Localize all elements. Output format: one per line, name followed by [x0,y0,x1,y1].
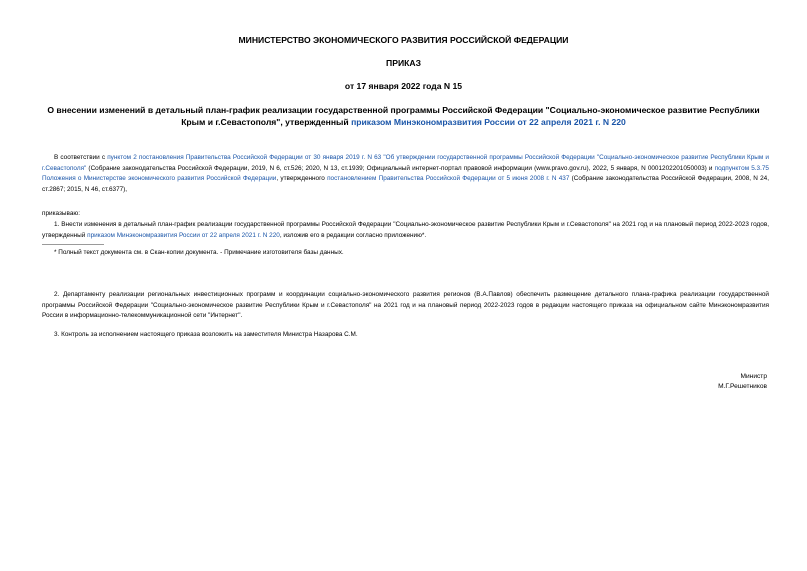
preamble-link-resolution-63[interactable]: пунктом 2 постановления Правительства Российской Федерации от 30 января 2019 г. N 63 "Об утверждении государственной программы Российской Федерации "Социально-экономическое развитие Республики Крым и г.Севастополя" [42,154,769,172]
item-1-text-2: , изложив его в редакции согласно приложению*. [279,231,427,239]
footnote: * Полный текст документа см. в Скан-копии документа. - Примечание изготовителя базы данных. [54,249,344,256]
ministry-name: МИНИСТЕРСТВО ЭКОНОМИЧЕСКОГО РАЗВИТИЯ РОССИЙСКОЙ ФЕДЕРАЦИИ [238,35,569,45]
title-order-link[interactable]: приказом Минэкономразвития России от 22 апреля 2021 г. N 220 [351,116,626,127]
preamble-text-1: В соответствии с [54,154,108,161]
signature-name: М.Г.Решетников [718,383,767,390]
preamble-link-resolution-437[interactable]: постановлением Правительства Российской Федерации от 5 июня 2008 г. N 437 [327,175,570,183]
document-date-number: от 17 января 2022 года N 15 [344,81,463,91]
order-word: приказываю: [42,210,80,217]
title-text-part1: О внесении изменений в детальный план-график реализации государственной программы Российской Федерации "Социально-экономическое развитие Республики Крым и г.Севастополя", утвержденный [47,105,760,127]
preamble-paragraph [42,153,769,195]
footnote-divider [42,244,104,245]
preamble-text-3: , утвержденного [276,175,328,183]
preamble-link-regulation[interactable]: подпунктом 5.3.75 Положения о Министерстве экономического развития Российской Федерации [42,164,769,183]
signature-position: Министр [740,373,767,380]
item-1-order-link[interactable]: приказом Минэкономразвития России от 22 апреля 2021 г. N 220 [87,231,280,239]
item-3-paragraph: 3. Контроль за исполнением настоящего приказа возложить на заместителя Министра Назарова С.М. [54,331,358,338]
item-2-paragraph: 2. Департаменту реализации региональных инвестиционных программ и координации социально-экономического развития регионов (В.А.Павлов) обеспечить размещение детального плана-графика реализации государственной программы Российской Федерации "Социально-экономическое развитие Республики Крым и г.Севастополя" на 2021 год и на плановый период 2022-2023 годов в редакции настоящего приказа на официальном сайте Минэкономразвития России в информационно-телекоммуникационной сети "Интернет". [42,291,769,320]
preamble-text-4: (Собрание законодательства Российской Федерации, 2008, N 24, ст.2867; 2015, N 46, ст.6377), [42,175,770,193]
item-1-text-1: 1. Внести изменения в детальный план-график реализации государственной программы Российской Федерации "Социально-экономическое развитие Республики Крым и г.Севастополя" на 2021 год и на плановый период 2022-2023 годов, утвержденный [42,221,769,239]
preamble-text-2: (Собрание законодательства Российской Федерации, 2019, N 6, ст.526; 2020, N 13, ст.1939; Официальный интернет-портал правовой информации (www.pravo.gov.ru), 2022, 5 января, N 0001202201050003) и [86,164,715,172]
document-type: ПРИКАЗ [386,58,421,68]
item-1-paragraph [42,220,769,241]
document-title [40,105,767,128]
